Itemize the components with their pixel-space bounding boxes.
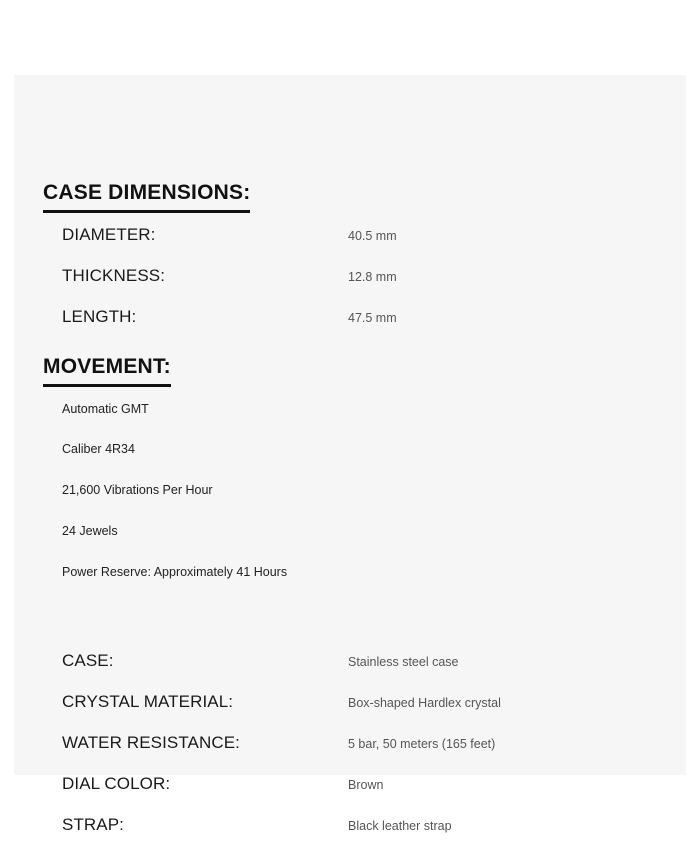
spec-value-thickness: 12.8 mm [348, 270, 397, 284]
spec-row-crystal-material [62, 692, 672, 718]
spec-row-thickness [62, 266, 672, 292]
spec-row-length [62, 307, 672, 333]
spec-label-crystal-material: CRYSTAL MATERIAL: [62, 692, 234, 711]
spec-value-dial-color: Brown [348, 778, 384, 792]
movement-item: 21,600 Vibrations Per Hour [62, 483, 213, 497]
spec-row-water-resistance [62, 733, 672, 759]
spec-row-diameter [62, 225, 672, 251]
movement-item: Caliber 4R34 [62, 442, 135, 456]
spec-label-dial-color: DIAL COLOR: [62, 774, 171, 793]
movement-item: Automatic GMT [62, 402, 149, 416]
spec-label-water-resistance: WATER RESISTANCE: [62, 733, 241, 752]
movement-item: 24 Jewels [62, 524, 118, 538]
spec-label-diameter: DIAMETER: [62, 225, 156, 244]
spec-label-strap: STRAP: [62, 815, 125, 834]
spec-value-water-resistance: 5 bar, 50 meters (165 feet) [348, 737, 496, 751]
section-heading-movement: MOVEMENT: [43, 355, 171, 387]
spec-value-crystal-material: Box-shaped Hardlex crystal [348, 696, 501, 710]
specifications-panel [14, 75, 686, 834]
spec-row-strap [62, 815, 672, 841]
spec-value-diameter: 40.5 mm [348, 229, 397, 243]
section-heading-case-dimensions: CASE DIMENSIONS: [43, 181, 250, 213]
spec-value-length: 47.5 mm [348, 311, 397, 325]
spec-row-dial-color [62, 774, 672, 800]
spec-label-length: LENGTH: [62, 307, 137, 326]
spec-label-thickness: THICKNESS: [62, 266, 166, 285]
spec-row-case [62, 651, 672, 677]
spec-label-case: CASE: [62, 651, 114, 670]
spec-value-case: Stainless steel case [348, 655, 459, 669]
spec-value-strap: Black leather strap [348, 819, 452, 833]
movement-item: Power Reserve: Approximately 41 Hours [62, 565, 288, 579]
